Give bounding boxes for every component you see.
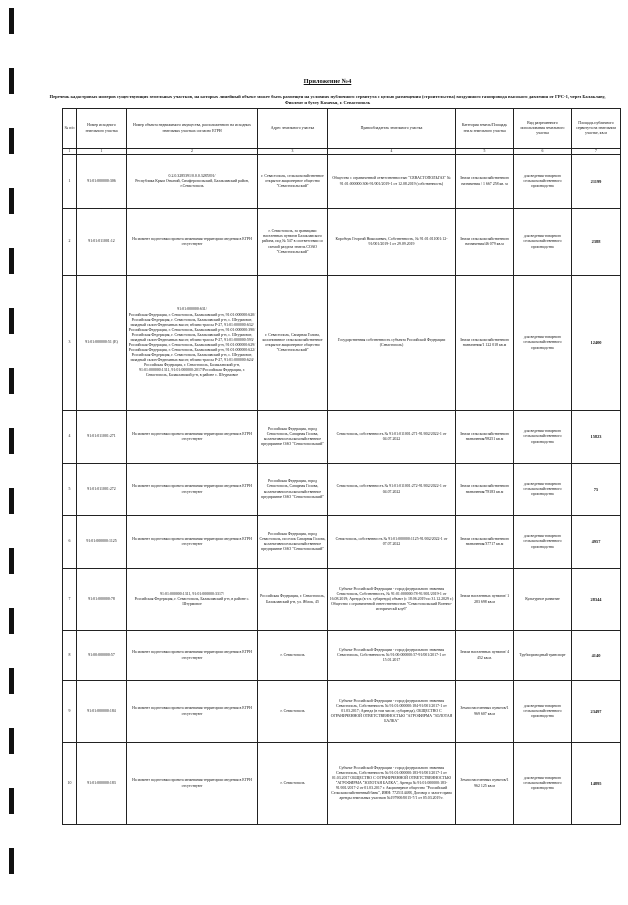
column-header: № п/п	[63, 109, 77, 149]
binder-hole	[9, 68, 14, 94]
land-category: Земли сельскохозяйственного назначения/98251 кв.м	[456, 411, 514, 464]
binder-hole	[9, 128, 14, 154]
property-objects: На момент подготовки проекта межевания территории сведения в ЕГРН отсутствуют	[127, 411, 258, 464]
land-address: Российская Федерация, город Севастополь, поселок Сапарная Голова, коллективносельскохозяйственное предприятие ОАО "Севастопольский"	[258, 516, 328, 569]
column-number: 7	[572, 149, 621, 155]
rights-holder: Севастополь, собственность № 91:01:011001:271-91/002/2022-1 от 04.07.2022	[328, 411, 456, 464]
appendix-title: Приложение №4	[303, 78, 352, 85]
land-category: Земли сельскохозяйственного назначения/1 122 018 кв.м	[456, 276, 514, 411]
row-number: 4	[63, 411, 77, 464]
cadastral-number: 91:01:011001:272	[77, 464, 127, 516]
column-number: 6	[514, 149, 572, 155]
property-objects: На момент подготовки проекта межевания территории сведения в ЕГРН отсутствуют	[127, 631, 258, 681]
land-category: Земли сельскохозяйственного назначения/37717 кв.м	[456, 516, 514, 569]
binder-hole	[9, 188, 14, 214]
land-address: г. Севастополь, сельскохозяйственное открытое акционерное общество "Севастопольский"	[258, 155, 328, 209]
land-address: г. Севастополь	[258, 631, 328, 681]
servitude-area: 4957	[572, 516, 621, 569]
row-number: 5	[63, 464, 77, 516]
land-category: Земли населенных пунктов/1 969 607 кв.м	[456, 681, 514, 743]
table-row	[63, 155, 621, 209]
rights-holder: Государственная собственность субъекта Российской Федерации (Севастополь)	[328, 276, 456, 411]
binder-hole	[9, 8, 14, 34]
servitude-area: 14895	[572, 743, 621, 825]
property-objects: На момент подготовки проекта межевания территории сведения в ЕГРН отсутствуют	[127, 681, 258, 743]
rights-holder: Субъект Российской Федерации - город федерального значения Севастополь, Собственность № 91:00:000000:57-91/001/2017-1 от 15.01.2017	[328, 631, 456, 681]
row-number: 7	[63, 569, 77, 631]
land-category: Земли населенных пунктов/1 962 125 кв.м	[456, 743, 514, 825]
column-header: Номер исходного земельного участка	[77, 109, 127, 149]
land-address: Российская Федерация, город Севастополь, Сапарная Голова, коллективносельскохозяйственное предприятие ОАО "Севастопольский"	[258, 464, 328, 516]
servitude-area: 28344	[572, 569, 621, 631]
rights-holder: Субъект Российской Федерации - город федерального значения Севастополь, Собственность № 91:01:000000:184-91/001/2017-1 от 01.03.2017; Аренда (в том числе, субаренда), ОБЩЕСТВО С ОГРАНИЧЕННОЙ ОТВЕТСТВЕННОСТЬЮ "АГРОФИРМА "ЗОЛОТАЯ БАЛКА"	[328, 681, 456, 743]
property-objects: 91:01:000000:1311, 91:01:000000:3317/ Российская Федерация, г. Севастополь, Балаклавский р-н, в районе с. Штурмовое	[127, 569, 258, 631]
column-header: Категория земель/Площадь зем.м земельного участка	[456, 109, 514, 149]
table-row	[63, 464, 621, 516]
servitude-area: 4140	[572, 631, 621, 681]
cadastral-number: 91:01:000000:306	[77, 155, 127, 209]
rights-holder: Субъект Российской Федерации - город федерального значения Севастополь, Собственность № 91:01:000000:183-91/001/2017-1 от 01.03.2017 ОБЩЕСТВО С ОГРАНИЧЕННОЙ ОТВЕТСТВЕННОСТЬЮ "АГРОФИРМА "ЗОЛОТАЯ БАЛКА", Аренда № 91:01:000000:183-91/001/2017-2 от 01.03.2017 г. Акционерное общество "Российский Сельскохозяйственный банк", ИНН: 7725114488, Договор о залоге права аренды земельных участков №197900/0015-7/1 от 05.03.2019 г.	[328, 743, 456, 825]
cadastral-number: 91:01:011001:271	[77, 411, 127, 464]
binder-hole	[9, 788, 14, 814]
rights-holder: Субъект Российской Федерации - город федерального значения Севастополь, Собственность, № 91:01:000000:78-91/001/2019-1 от 16.08.2019; Аренда (в т.ч. субаренда) объект (с 18.06.2019 по 31.12.2029 г.) Общество с ограниченной ответственностью "Севастопольский Военно-историческй клуб"	[328, 569, 456, 631]
land-address: Российская Федерация, город Севастополь, Сапарная Голова, коллективносельскохозяйственное предприятие ОАО "Севастопольский"	[258, 411, 328, 464]
column-number: 5	[456, 149, 514, 155]
table-row	[63, 631, 621, 681]
servitude-area: 23497	[572, 681, 621, 743]
servitude-area: 21199	[572, 155, 621, 209]
table-row	[63, 516, 621, 569]
table-row	[63, 411, 621, 464]
servitude-area: 12400	[572, 276, 621, 411]
land-category: Земли сельскохозяйственного назначения / 1 667 258 кв. м	[456, 155, 514, 209]
permitted-use: Культурное развитие	[514, 569, 572, 631]
column-number: 4	[328, 149, 456, 155]
land-address: Российская Федерация, г. Севастополь, Балаклавский р-н, ул. Яблок, 45	[258, 569, 328, 631]
permitted-use: для ведения товарного сельскохозяйственного производства	[514, 516, 572, 569]
column-header: Площадь публичного сервитута на земельном участке, кв.м	[572, 109, 621, 149]
rights-holder: Севастополь, собственность № 91:01:011001:272-91/002/2022-1 от 04.07.2022	[328, 464, 456, 516]
binder-hole	[9, 668, 14, 694]
table-row	[63, 681, 621, 743]
column-header: Правообладатель земельного участка	[328, 109, 456, 149]
page-header	[40, 78, 615, 106]
binder-hole	[9, 428, 14, 454]
table-row	[63, 743, 621, 825]
cadastral-number: 91:01:000000:78	[77, 569, 127, 631]
land-category: Земли сельскохозяйственного назначения/46 079 кв.м	[456, 209, 514, 276]
rights-holder: Коробчук Георгий Николаевич, Собственность, № 91:01:011001:12-91/001/2019-1 от 29.09.2019	[328, 209, 456, 276]
row-number: 3	[63, 276, 77, 411]
column-number: 1	[63, 149, 77, 155]
land-category: Земли населенных пунктов/ 1 283 698 кв.м	[456, 569, 514, 631]
cadastral-number: 91:01:000000:51 (Е)	[77, 276, 127, 411]
binder-hole	[9, 728, 14, 754]
permitted-use: для ведения товарного сельскохозяйственного производства	[514, 155, 572, 209]
binder-hole	[9, 548, 14, 574]
servitude-area: 2388	[572, 209, 621, 276]
column-header: Вид разрешенного использования земельного участка	[514, 109, 572, 149]
land-address: г. Севастополь, Сапарная Голова, коллективное сельскохозяйственное открытое акционерное общество "Севастопольский"	[258, 276, 328, 411]
permitted-use: для ведения товарного сельскохозяйственного производства	[514, 743, 572, 825]
row-number: 1	[63, 155, 77, 209]
property-objects: На момент подготовки проекта межевания территории сведения в ЕГРН отсутствуют	[127, 464, 258, 516]
cadastral-number: 91:01:000000:184	[77, 681, 127, 743]
row-number: 6	[63, 516, 77, 569]
table-header-row	[63, 109, 621, 149]
row-number: 9	[63, 681, 77, 743]
column-number: 1	[77, 149, 127, 155]
column-number: 2	[127, 149, 258, 155]
land-category: Земли сельскохозяйственного назначения/78183 кв.м	[456, 464, 514, 516]
permitted-use: для ведения товарного сельскохозяйственного производства	[514, 209, 572, 276]
binder-hole	[9, 308, 14, 334]
binder-hole	[9, 488, 14, 514]
row-number: 8	[63, 631, 77, 681]
rights-holder: Севастополь, собственность № 91:01:000000:1125-91/002/2022-1 от 07.07.2022	[328, 516, 456, 569]
column-number: 3	[258, 149, 328, 155]
binder-hole	[9, 368, 14, 394]
cadastral-number: 91:00:000000:57	[77, 631, 127, 681]
property-objects: 91:01:000000:631/ Российская Федерация, г. Севастополь, Балаклавский р-н, 91:01:000000:620/ Российская Федерация, г. Севастополь, Балаклавский р-н, с. Штурмовое, западный склон Федюхиных высот, вблизи трассы Р-27, 91:01:000000:632/ Российская Федерация, г. Севастополь, Балаклавский р-н, 91:01:000000:390/ Российская Федерация, г. Севастополь, Балаклавский р-н, с. Штурмовое, западный склон Федюхиных высот, вблизи трассы Р-27, 91:01:000000:593/ Российская Федерация, г. Севастополь, Балаклавский р-н, 91:01:000000:629/ Российская Федерация, г. Севастополь, Балаклавский р-н, 91:01:000000:622/ Российская Федерация, г. Севастополь, Балаклавский р-н, с. Штурмовое, западный склон Федюхиных высот, вблизи трассы Р-27, 91:01:000000:624/ Российская Федерация, г. Севастополь, Балаклавский р-н, 91:01:000000:1311, 91:01:000000:2017/Российская Федерация, г. Севастополь, Балаклавский р-н, в районе с. Штурмовое	[127, 276, 258, 411]
land-address: г. Севастополь	[258, 681, 328, 743]
row-number: 2	[63, 209, 77, 276]
row-number: 10	[63, 743, 77, 825]
permitted-use: для ведения товарного сельскохозяйственного производства	[514, 464, 572, 516]
table-row	[63, 276, 621, 411]
land-address: г. Севастополь	[258, 743, 328, 825]
cadastral-number: 91:01:000000:183	[77, 743, 127, 825]
cadastral-table	[62, 108, 621, 825]
land-category: Земли населенных пунктов/ 4 452 кв.м.	[456, 631, 514, 681]
table-row	[63, 209, 621, 276]
permitted-use: для ведения товарного сельскохозяйственного производства	[514, 681, 572, 743]
table-row	[63, 569, 621, 631]
servitude-area: 15823	[572, 411, 621, 464]
property-objects: На момент подготовки проекта межевания территории сведения в ЕГРН отсутствуют	[127, 743, 258, 825]
rights-holder: Общество с ограниченной ответственностью "СЕВАСТОПОЛЬГАЗ" № 91:01:000000:306-91/001/2019-1 от 12.08.2019 (собственность)	[328, 155, 456, 209]
cadastral-number: 91:01:000000:1125	[77, 516, 127, 569]
binder-hole	[9, 248, 14, 274]
permitted-use: для ведения товарного сельскохозяйственного производства	[514, 411, 572, 464]
property-objects: 0.2.0.3285391/0.0.0.3285391/ Республика Крым Отказий, Симферопольский, Балаклавский район, г.Севастополь	[127, 155, 258, 209]
cadastral-number: 91:01:011001:12	[77, 209, 127, 276]
binder-strip	[5, 0, 19, 905]
document-title: Перечень кадастровых номеров существующих земельных участков, на которых линейный объект может быть размещен на условиях публичного сервитута с целью размещения (строительства) воздушного газопровода высокого давления от ГРС-1, через Балаклаву, Фиолент и бухту Казачья, г. Севастополь	[49, 94, 606, 106]
land-address: г. Севастополь, за границами населенных пунктов Балаклавского района, под № 547 в соответствии со схемой раздела земель СОАО "Севастопольский"	[258, 209, 328, 276]
property-objects: На момент подготовки проекта межевания территории сведения в ЕГРН отсутствуют	[127, 516, 258, 569]
column-header: Адрес земельного участка	[258, 109, 328, 149]
permitted-use: для ведения товарного сельскохозяйственного производства	[514, 276, 572, 411]
column-header: Номер объекта недвижимого имущества, расположенного на исходных земельных участках согласно ЕГРН	[127, 109, 258, 149]
binder-hole	[9, 848, 14, 874]
property-objects: На момент подготовки проекта межевания территории сведения в ЕГРН отсутствуют	[127, 209, 258, 276]
binder-hole	[9, 608, 14, 634]
permitted-use: Трубопроводный транспорт	[514, 631, 572, 681]
servitude-area: 75	[572, 464, 621, 516]
